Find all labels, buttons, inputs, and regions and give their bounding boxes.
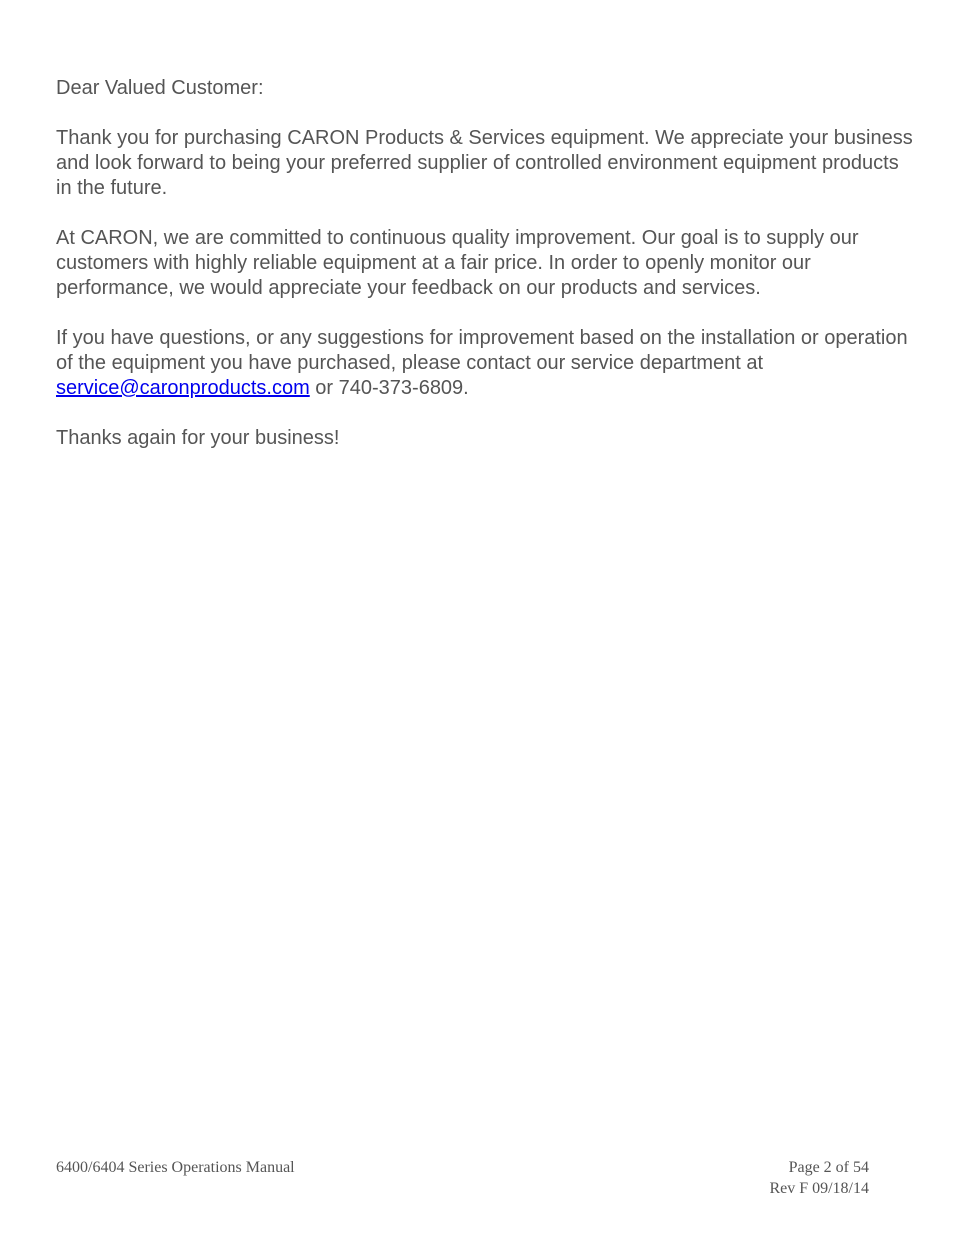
- closing: Thanks again for your business!: [56, 427, 340, 449]
- service-email-link[interactable]: service@caronproducts.com: [56, 377, 310, 399]
- paragraph-contact: [56, 326, 916, 401]
- greeting: Dear Valued Customer:: [56, 77, 264, 99]
- letter-body: [56, 76, 916, 476]
- paragraph-thank-you: Thank you for purchasing CARON Products & Services equipment. We appreciate your business and look forward to being your preferred supplier of controlled environment equipment products in the future.: [56, 127, 913, 199]
- footer-page-info: [769, 1157, 869, 1199]
- footer-manual-title: 6400/6404 Series Operations Manual: [56, 1159, 295, 1176]
- contact-text-after: or 740-373-6809.: [309, 377, 469, 399]
- paragraph-quality: At CARON, we are committed to continuous quality improvement. Our goal is to supply our customers with highly reliable equipment at a fair price. In order to openly monitor our performance, we would appreciate your feedback on our products and services.: [56, 227, 859, 299]
- revision: Rev F 09/18/14: [769, 1180, 869, 1197]
- contact-text-before: If you have questions, or any suggestions for improvement based on the installation or operation of the equipment you have purchased, please contact our service department at: [56, 327, 908, 374]
- page-number: Page 2 of 54: [788, 1159, 869, 1176]
